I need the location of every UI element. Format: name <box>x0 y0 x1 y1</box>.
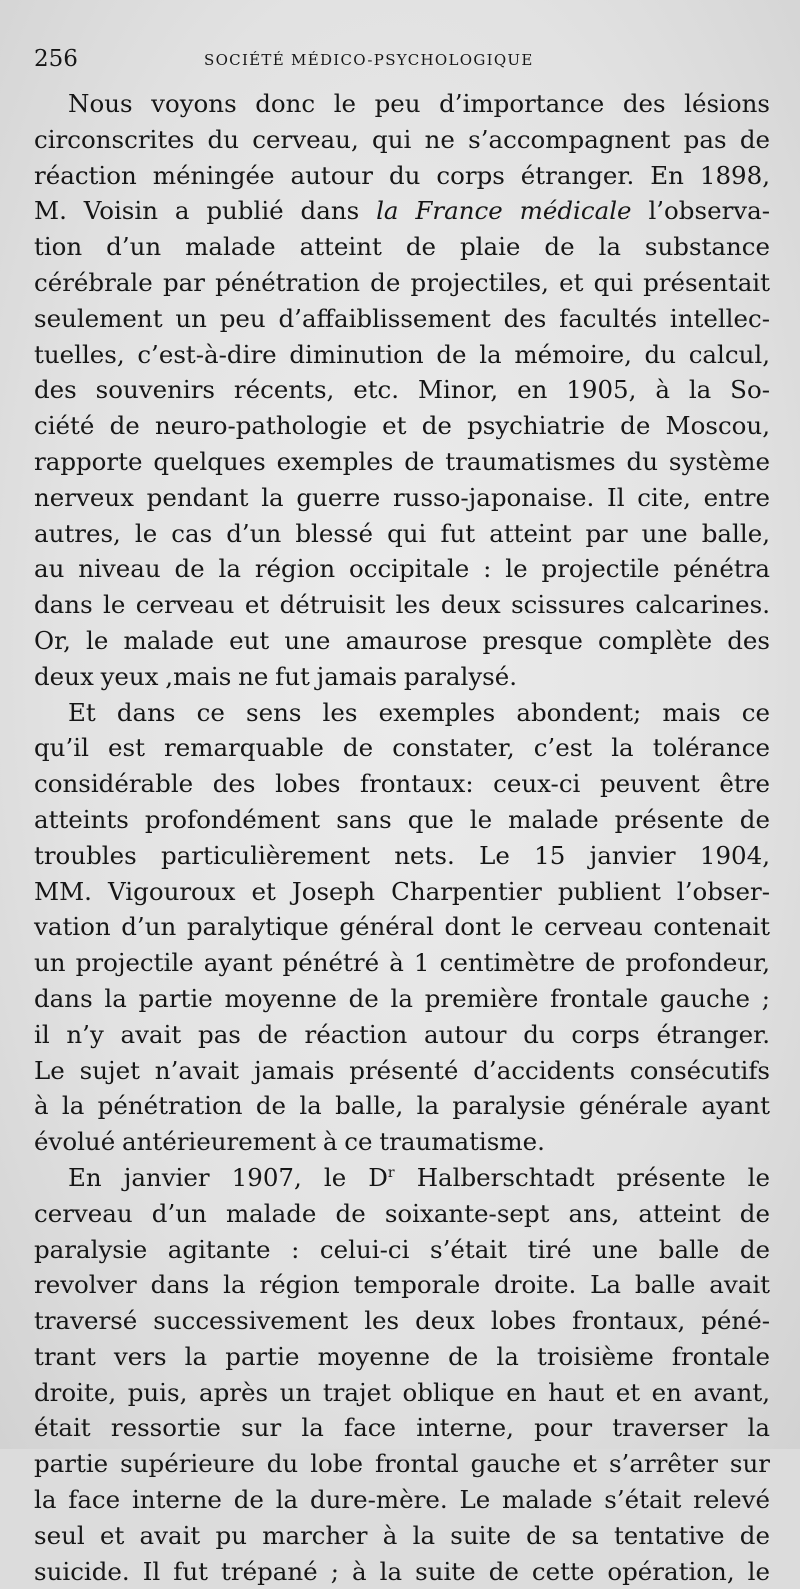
text-line: En janvier 1907, le $D^r$ Halberschtadt présente le <box>68 1162 770 1192</box>
text-line: M. Voisin a publié dans la France médicale l’observa- <box>34 196 771 226</box>
superscript-r: r <box>387 1164 395 1181</box>
text-line: partie supérieure du lobe frontal gauche et s’arrêter sur <box>34 1449 770 1479</box>
journal-title: la France médicale <box>376 196 632 226</box>
text-line: considérable des lobes frontaux: ceux-ci peuvent être <box>34 769 770 799</box>
text-line: suicide. Il fut trépané ; à la suite de cette opération, le <box>34 1556 770 1586</box>
text-line: revolver dans la région temporale droite. La balle avait <box>34 1270 770 1300</box>
text-line: rapporte quelques exemples de traumatismes du système <box>34 446 770 476</box>
text-line: seulement un peu d’affaiblissement des facultés intellec- <box>34 303 770 333</box>
text-line: dans le cerveau et détruisit les deux scissures calcarines. <box>34 590 770 620</box>
text-line: circonscrites du cerveau, qui ne s’accompagnent pas de <box>34 124 770 154</box>
text-line: Et dans ce sens les exemples abondent; mais ce <box>68 697 770 727</box>
text-line: cerveau d’un malade de soixante-sept ans, atteint de <box>34 1198 770 1228</box>
text-line: un projectile ayant pénétré à 1 centimètre de profondeur, <box>34 948 770 978</box>
text-line: atteints profondément sans que le malade présente de <box>34 804 770 834</box>
text-line: trant vers la partie moyenne de la troisième frontale <box>34 1341 770 1371</box>
text-line: cérébrale par pénétration de projectiles, et qui présentait <box>34 267 770 297</box>
text-line: la face interne de la dure-mère. Le malade s’était relevé <box>34 1485 770 1515</box>
text-line: évolué antérieurement à ce traumatisme. <box>34 1127 545 1157</box>
text-line: Le sujet n’avait jamais présenté d’accidents consécutifs <box>34 1055 770 1085</box>
text-line: nerveux pendant la guerre russo-japonaise. Il cite, entre <box>34 482 770 512</box>
text-line: autres, le cas d’un blessé qui fut atteint par une balle, <box>34 518 770 548</box>
text-line: droite, puis, après un trajet oblique en haut et en avant, <box>34 1377 770 1407</box>
page-number: 256 <box>34 46 78 72</box>
body-text <box>34 86 770 1589</box>
text-line: deux yeux ,mais ne fut jamais paralysé. <box>34 661 518 691</box>
text-line: au niveau de la région occipitale : le projectile pénétra <box>34 554 770 584</box>
text-line: vation d’un paralytique général dont le cerveau contenait <box>34 912 770 942</box>
text-line: tion d’un malade atteint de plaie de la substance <box>34 232 770 262</box>
running-title: SOCIÉTÉ MÉDICO-PSYCHOLOGIQUE <box>204 51 534 69</box>
text-line: troubles particulièrement nets. Le 15 janvier 1904, <box>34 840 770 870</box>
text-line: Or, le malade eut une amaurose presque complète des <box>34 625 770 655</box>
text-line: ciété de neuro-pathologie et de psychiatrie de Moscou, <box>34 411 770 441</box>
text-line: des souvenirs récents, etc. Minor, en 1905, à la So- <box>34 375 770 405</box>
text-line: paralysie agitante : celui-ci s’était tiré une balle de <box>34 1234 770 1264</box>
text-line: qu’il est remarquable de constater, c’est la tolérance <box>34 733 770 763</box>
text-line: seul et avait pu marcher à la suite de sa tentative de <box>34 1520 770 1550</box>
text-line: tuelles, c’est-à-dire diminution de la mémoire, du calcul, <box>34 339 770 369</box>
text-line: était ressortie sur la face interne, pour traverser la <box>34 1413 770 1443</box>
text-line: réaction méningée autour du corps étranger. En 1898, <box>34 160 770 190</box>
text-line: à la pénétration de la balle, la paralysie générale ayant <box>34 1091 770 1121</box>
text-line: dans la partie moyenne de la première frontale gauche ; <box>34 983 770 1013</box>
text-line: il n’y avait pas de réaction autour du corps étranger. <box>34 1019 770 1049</box>
text-line: MM. Vigouroux et Joseph Charpentier publient l’obser- <box>34 876 770 906</box>
page-header <box>34 44 774 74</box>
text-line: traversé successivement les deux lobes frontaux, péné- <box>34 1306 770 1336</box>
text-line: Nous voyons donc le peu d’importance des lésions <box>68 89 770 118</box>
